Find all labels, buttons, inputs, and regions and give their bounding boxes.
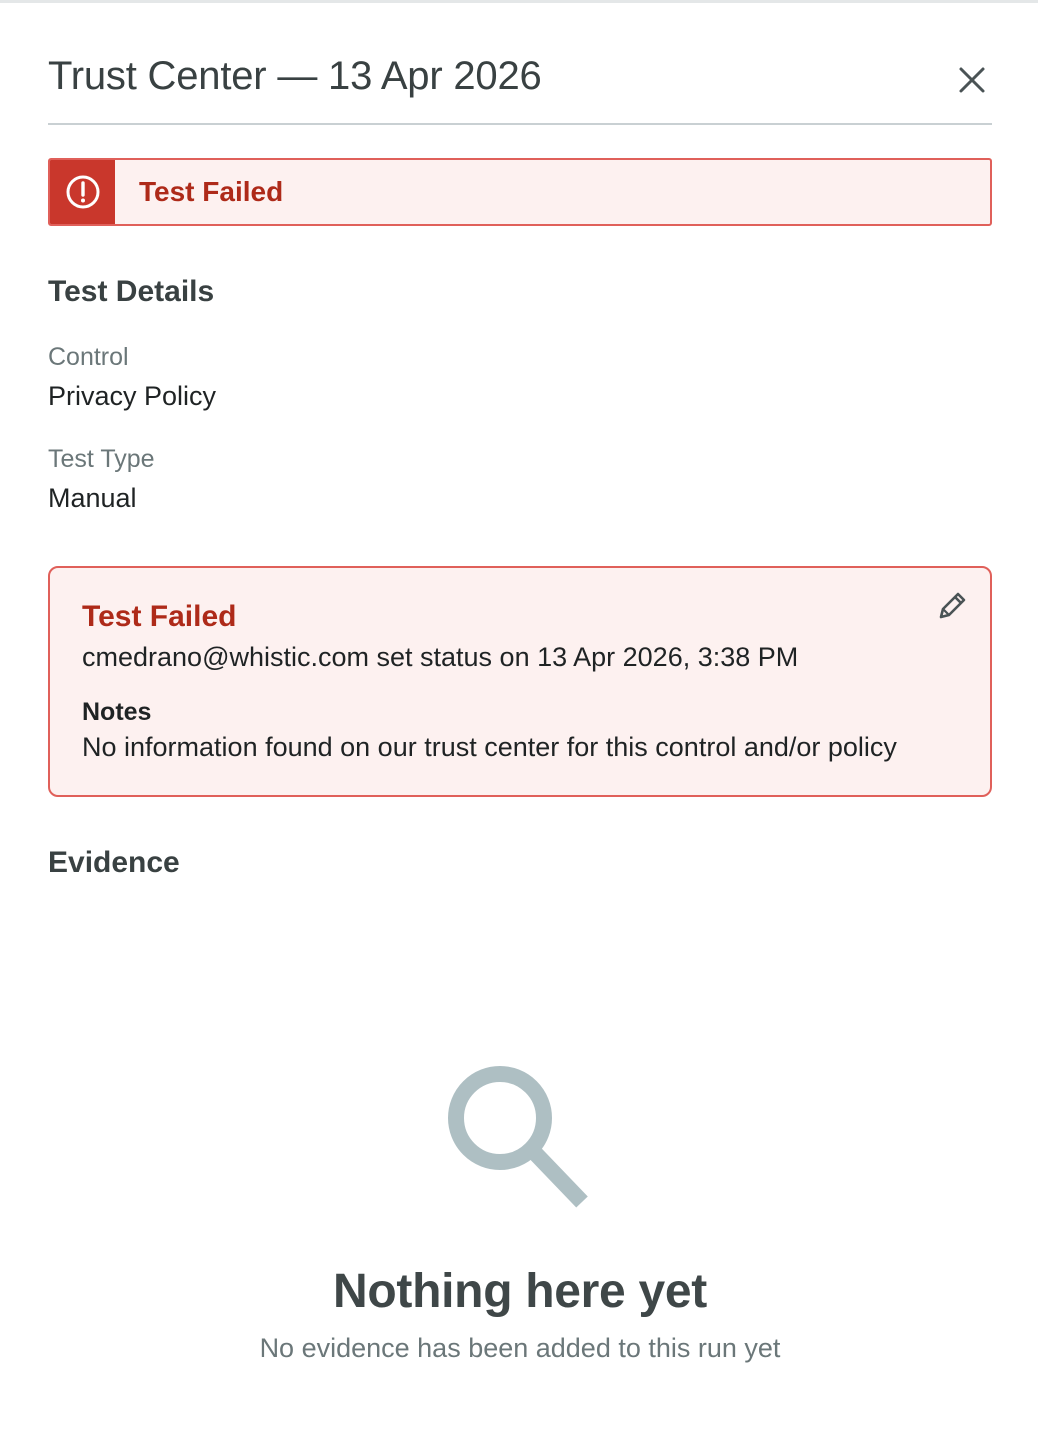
magnifier-icon: [442, 1060, 602, 1220]
test-type-label: Test Type: [48, 445, 155, 473]
evidence-heading: Evidence: [48, 846, 180, 879]
close-button[interactable]: [956, 64, 988, 96]
alert-circle-icon: [65, 174, 101, 210]
notes-label: Notes: [82, 698, 152, 726]
panel-header: [48, 0, 992, 125]
pencil-icon: [934, 588, 970, 624]
evidence-empty-state: [48, 1060, 992, 1364]
banner-icon-container: [50, 160, 115, 224]
result-meta: cmedrano@whistic.com set status on 13 Apr 2026, 3:38 PM: [82, 642, 799, 672]
close-icon: [956, 64, 988, 96]
control-value: Privacy Policy: [48, 381, 217, 411]
status-banner: [48, 158, 992, 226]
control-label: Control: [48, 343, 129, 371]
empty-state-title: Nothing here yet: [333, 1265, 707, 1318]
empty-state-subtitle: No evidence has been added to this run yet: [259, 1333, 781, 1363]
result-status: Test Failed: [82, 600, 237, 633]
result-card: [48, 566, 992, 797]
test-run-panel: [48, 0, 992, 1363]
page-title: Trust Center — 13 Apr 2026: [48, 54, 542, 98]
test-details-heading: Test Details: [48, 275, 215, 308]
status-banner-label: Test Failed: [139, 176, 284, 207]
test-type-value: Manual: [48, 483, 137, 513]
edit-result-button[interactable]: [934, 588, 970, 624]
notes-text: No information found on our trust center for this control and/or policy: [82, 732, 897, 762]
